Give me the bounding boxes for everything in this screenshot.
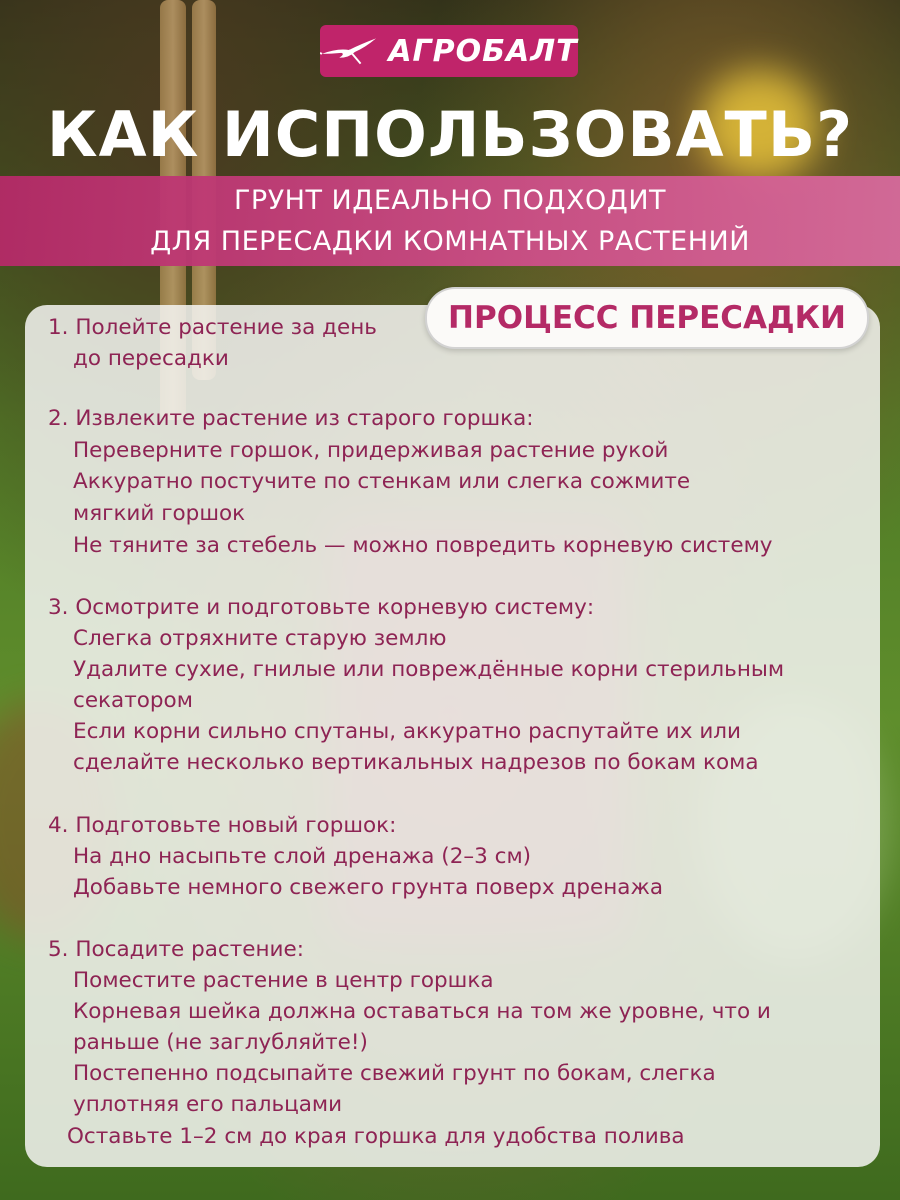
step-3-line: Если корни сильно спутаны, аккуратно распутайте их или	[73, 719, 742, 744]
brand-name: АГРОБАЛТ	[388, 33, 578, 69]
step-2-line: мягкий горшок	[73, 501, 246, 526]
step-3-line: секатором	[73, 688, 193, 713]
step-4-line: Добавьте немного свежего грунта поверх дренажа	[73, 875, 664, 900]
step-3-line: Удалите сухие, гнилые или повреждённые корни стерильным	[73, 657, 785, 682]
step-5-line: Оставьте 1–2 см до края горшка для удобства полива	[67, 1124, 685, 1149]
brand-logo	[320, 25, 578, 77]
step-2-line: Не тяните за стебель — можно повредить корневую систему	[73, 533, 773, 558]
step-3-title: 3. Осмотрите и подготовьте корневую систему:	[48, 595, 595, 620]
step-4-title: 4. Подготовьте новый горшок:	[48, 813, 397, 838]
step-5-line: раньше (не заглубляйте!)	[73, 1030, 368, 1055]
step-3-line: Слегка отряхните старую землю	[73, 626, 447, 651]
step-3-line: сделайте несколько вертикальных надрезов по бокам кома	[73, 750, 759, 775]
step-2-line: Аккуратно постучите по стенкам или слегка сожмите	[73, 469, 691, 494]
subtitle-line-2: ДЛЯ ПЕРЕСАДКИ КОМНАТНЫХ РАСТЕНИЙ	[150, 226, 750, 257]
step-2-title: 2. Извлеките растение из старого горшка:	[48, 406, 534, 431]
stork-icon	[320, 34, 378, 68]
step-4-line: На дно насыпьте слой дренажа (2–3 см)	[73, 844, 532, 869]
step-1-line: до пересадки	[73, 346, 229, 371]
subtitle-line-1: ГРУНТ ИДЕАЛЬНО ПОДХОДИТ	[233, 185, 667, 216]
step-5-line: Постепенно подсыпайте свежий грунт по бокам, слегка	[73, 1061, 716, 1086]
process-label-badge: ПРОЦЕСС ПЕРЕСАДКИ	[425, 287, 869, 349]
step-5-title: 5. Посадите растение:	[48, 937, 304, 962]
step-5-line: Корневая шейка должна оставаться на том же уровне, что и	[73, 999, 771, 1024]
step-5-line: уплотняя его пальцами	[73, 1092, 343, 1117]
step-2-line: Переверните горшок, придерживая растение рукой	[73, 438, 669, 463]
page-title: КАК ИСПОЛЬЗОВАТЬ?	[46, 98, 854, 171]
step-1-title: 1. Полейте растение за день	[48, 315, 377, 340]
step-5-line: Поместите растение в центр горшка	[73, 968, 494, 993]
